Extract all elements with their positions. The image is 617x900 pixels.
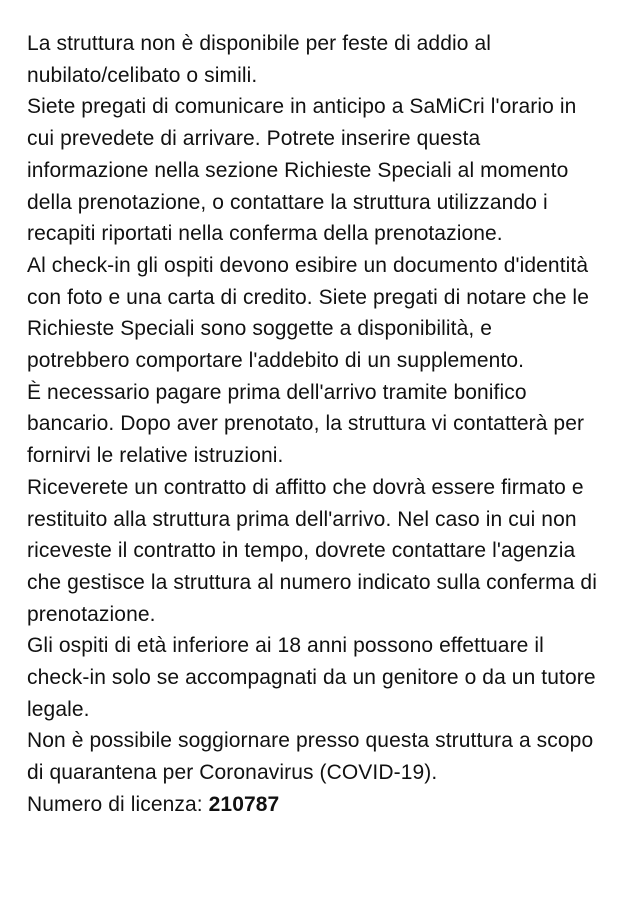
policy-paragraph-quarantine: Non è possibile soggiornare presso questa struttura a scopo di quarantena per Coronavirus (COVID-19). xyxy=(27,729,594,785)
license-number: 210787 xyxy=(208,792,280,816)
policy-paragraph-payment: È necessario pagare prima dell'arrivo tramite bonifico bancario. Dopo aver prenotato, la struttura vi contatterà per fornirvi le relative istruzioni. xyxy=(27,380,585,468)
license-line xyxy=(27,789,597,821)
policy-paragraph-arrival-time: Siete pregati di comunicare in anticipo a SaMiCri l'orario in cui prevedete di arrivare. Potrete inserire questa informazione nella sezione Richieste Speciali al momento della prenotazione, o contattare la struttura utilizzando i recapiti riportati nella conferma della prenotazione. xyxy=(27,95,577,246)
policy-paragraph-minors: Gli ospiti di età inferiore ai 18 anni possono effettuare il check-in solo se accompagnati da un genitore o da un tutore legale. xyxy=(27,634,596,721)
license-label: Numero di licenza: xyxy=(27,792,203,816)
policy-paragraph-rental-contract: Riceverete un contratto di affitto che dovrà essere firmato e restituito alla struttura prima dell'arrivo. Nel caso in cui non riceveste il contratto in tempo, dovrete contattare l'agenzia che gestisce la struttura al numero indicato sulla conferma di prenotazione. xyxy=(27,475,597,626)
policy-paragraph-check-in-documents: Al check-in gli ospiti devono esibire un documento d'identità con foto e una carta di credito. Siete pregati di notare che le Richieste Speciali sono soggette a disponibilità, e potrebbero comportare l'addebito di un supplemento. xyxy=(27,253,589,373)
policy-paragraph-no-parties: La struttura non è disponibile per feste di addio al nubilato/celibato o simili. xyxy=(27,32,492,87)
